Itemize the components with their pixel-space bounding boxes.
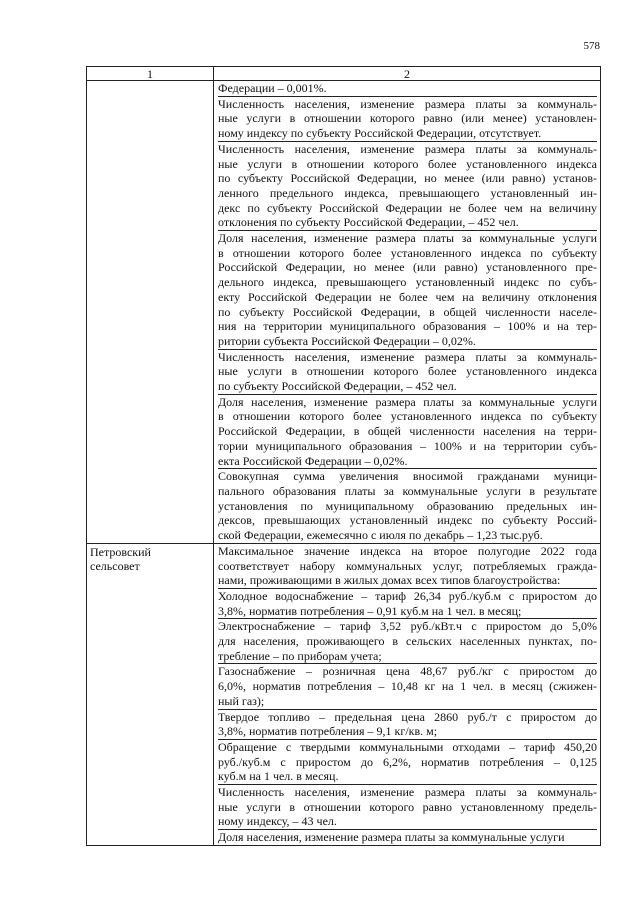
row-content	[214, 543, 601, 845]
page-number: 578	[583, 40, 600, 52]
paragraph-line: Электроснабжение – тариф 3,52 руб./кВт.ч с приростом до 5,0%	[218, 619, 597, 634]
paragraph-line: требление – по приборам учета;	[218, 648, 382, 663]
paragraph-line: по субъекту Российской Федерации, но менее (или равно) установ-	[218, 171, 597, 186]
content-paragraph	[218, 97, 597, 142]
paragraph-line: Газоснабжение – розничная цена 48,67 руб./кг с приростом до	[218, 664, 597, 679]
paragraph-line: дексов, превышающих установленный индекс по субъекту Россий-	[218, 513, 597, 528]
paragraph-line: Совокупная сумма увеличения вносимой гражданами муници-	[218, 469, 597, 484]
paragraph-line: тории муниципального образования – 100% и на территории субъ-	[218, 438, 597, 453]
paragraph-line: нами, проживающими в жилых домах всех типов благоустройства:	[218, 573, 561, 588]
document-table	[86, 66, 601, 846]
content-paragraph	[218, 544, 597, 589]
paragraph-line: ные услуги в отношении которого равно установленному предель-	[218, 799, 597, 814]
paragraph-line: Российской Федерации, но менее (или равно) установленного пре-	[218, 260, 597, 275]
paragraph-line: Численность населения, изменение размера платы за коммуналь-	[218, 96, 597, 111]
paragraph-line: ные услуги в отношении которого более установленного индекса	[218, 364, 597, 379]
paragraph-line: Численность населения, изменение размера платы за коммуналь-	[218, 349, 597, 364]
table-row	[87, 81, 601, 544]
paragraph-line: установления по муниципальному образованию предельных ин-	[218, 498, 597, 513]
paragraph-line: пального образования платы за коммунальные услуги в результате	[218, 483, 597, 498]
paragraph-line: по субъекту Российской Федерации, в общей численности населе-	[218, 304, 597, 319]
content-paragraph	[218, 469, 597, 543]
paragraph-line: дельного индекса, превышающего установленный индекс по субъ-	[218, 275, 597, 290]
paragraph-line: руб./куб.м с приростом до 6,2%, норматив потребления – 0,125	[218, 754, 597, 769]
paragraph-line: Доля населения, изменение размера платы за коммунальные услуги	[218, 830, 565, 845]
content-paragraph	[218, 350, 597, 395]
paragraph-line: ные услуги в отношении которого равно (или менее) установлен-	[218, 111, 597, 126]
content-paragraph	[218, 619, 597, 664]
paragraph-line: для населения, проживающего в сельских населенных пунктах, по-	[218, 634, 597, 649]
paragraph-line: куб.м на 1 чел. в месяц.	[218, 769, 339, 784]
paragraph-line: ритории субъекта Российской Федерации – 0,02%.	[218, 333, 476, 348]
content-paragraph	[218, 710, 597, 740]
paragraph-line: соответствует набору коммунальных услуг, потребляемых гражда-	[218, 558, 597, 573]
paragraph-line: ному индексу, – 43 чел.	[218, 814, 337, 829]
column-header: 1	[87, 67, 214, 81]
paragraph-line: 3,8%, норматив потребления – 9,1 кг/кв. м;	[218, 724, 438, 739]
row-label-line: сельсовет	[90, 559, 140, 574]
paragraph-line: в отношении которого более установленного индекса по субъекту	[218, 409, 597, 424]
row-content	[214, 81, 601, 544]
paragraph-line: 3,8%, норматив потребления – 0,91 куб.м на 1 чел. в месяц;	[218, 603, 522, 618]
paragraph-line: екта Российской Федерации – 0,02%.	[218, 453, 408, 468]
paragraph-line: ния на территории муниципального образования – 100% и на тер-	[218, 319, 597, 334]
paragraph-line: 6,0%, норматив потребления – 10,48 кг на 1 чел. в месяц (сжижен-	[218, 679, 597, 694]
paragraph-line: Доля населения, изменение размера платы за коммунальные услуги	[218, 394, 597, 409]
paragraph-line: Холодное водоснабжение – тариф 26,34 руб./куб.м с приростом до	[218, 588, 597, 603]
table-row	[87, 543, 601, 845]
content-paragraph	[218, 142, 597, 231]
content-paragraph	[218, 664, 597, 709]
content-paragraph	[218, 740, 597, 785]
paragraph-line: по субъекту Российской Федерации, – 452 чел.	[218, 379, 457, 394]
paragraph-line: ный газ);	[218, 693, 265, 708]
content-paragraph	[218, 231, 597, 350]
paragraph-line: ской Федерации, ежемесячно с июля по декабрь – 1,23 тыс.руб.	[218, 528, 543, 543]
paragraph-line: декс по субъекту Российской Федерации не более чем на величину	[218, 200, 597, 215]
row-label	[87, 543, 214, 845]
content-paragraph	[218, 785, 597, 830]
paragraph-line: Обращение с твердыми коммунальными отходами – тариф 450,20	[218, 739, 597, 754]
row-label-line: Петровский	[90, 544, 151, 559]
row-label	[87, 81, 214, 544]
table-header-row	[87, 67, 601, 81]
paragraph-line: Федерации – 0,001%.	[218, 81, 327, 95]
paragraph-line: Численность населения, изменение размера платы за коммуналь-	[218, 141, 597, 156]
content-paragraph	[218, 589, 597, 619]
paragraph-line: отклонения по субъекту Российской Федерации, – 452 чел.	[218, 215, 519, 230]
paragraph-line: ному индексу по субъекту Российской Федерации, отсутствует.	[218, 126, 542, 141]
paragraph-line: Российской Федерации, в общей численности населения на терри-	[218, 424, 597, 439]
paragraph-line: ные услуги в отношении которого более установленного индекса	[218, 156, 597, 171]
content-paragraph	[218, 395, 597, 470]
paragraph-line: екту Российской Федерации не более чем на величину отклонения	[218, 289, 597, 304]
content-paragraph	[218, 830, 597, 845]
paragraph-line: Максимальное значение индекса на второе полугодие 2022 года	[218, 543, 597, 558]
content-paragraph	[218, 81, 597, 97]
paragraph-line: Доля населения, изменение размера платы за коммунальные услуги	[218, 231, 597, 246]
column-header: 2	[214, 67, 601, 81]
paragraph-line: Численность населения, изменение размера платы за коммуналь-	[218, 785, 597, 800]
paragraph-line: в отношении которого более установленного индекса по субъекту	[218, 245, 597, 260]
paragraph-line: ленного предельного индекса, превышающего установленный ин-	[218, 185, 597, 200]
paragraph-line: Твердое топливо – предельная цена 2860 руб./т с приростом до	[218, 709, 597, 724]
